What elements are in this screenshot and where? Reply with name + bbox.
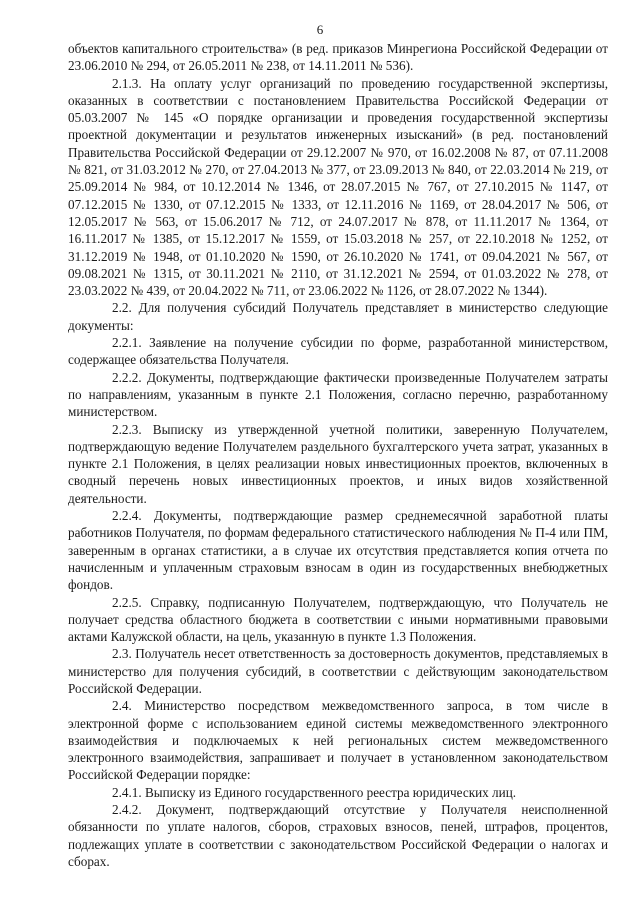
paragraph-continuation: объектов капитального строительства» (в ред. приказов Минрегиона Российской Федерации от 23.06.2010 № 294, от 26.05.2011 № 238, от 14.11.2011 № 536). bbox=[68, 41, 608, 74]
paragraph-2-2-2: 2.2.2. Документы, подтверждающие фактически произведенные Получателем затраты по направлениям, указанным в пункте 2.1 Положения, согласно перечню, разработанному министерством. bbox=[68, 369, 608, 420]
paragraph-2-4-1: 2.4.1. Выписку из Единого государственного реестра юридических лиц. bbox=[112, 784, 517, 800]
paragraph-2-2-1: 2.2.1. Заявление на получение субсидии по форме, разработанной министерством, содержащее обязательства Получателя. bbox=[68, 335, 608, 368]
paragraph-2-1-3: 2.1.3. На оплату услуг организаций по проведению государственной экспертизы, оказанных в соответствии с постановлением Правительства Российской Федерации от 05.03.2007 № 145 «О порядке организации и проведения государственной экспертизы проектной документации и результатов инженерных изысканий» (в ред. постановлений Правительства Российской Федерации от 29.12.2007 № 970, от 16.02.2008 № 87, от 07.11.2008 № 821, от 31.03.2012 № 270, от 27.04.2013 № 377, от 23.09.2013 № 840, от 22.03.2014 № 219, от 25.09.2014 № 984, от 10.12.2014 № 1346, от 28.07.2015 № 767, от 27.10.2015 № 1147, от 07.12.2015 № 1330, от 07.12.2015 № 1333, от 12.11.2016 № 1169, от 28.04.2017 № 506, от 12.05.2017 № 563, от 15.06.2017 № 712, от 24.07.2017 № 878, от 11.11.2017 № 1364, от 16.11.2017 № 1385, от 15.12.2017 № 1559, от 15.03.2018 № 257, от 22.10.2018 № 1252, от 31.12.2019 № 1948, от 01.10.2020 № 1590, от 26.10.2020 № 1741, от 09.04.2021 № 567, от 09.08.2021 № 1315, от 30.11.2021 № 2110, от 31.12.2021 № 2594, от 01.03.2022 № 278, от 23.03.2022 № 439, от 20.04.2022 № 711, от 23.06.2022 № 1126, от 28.07.2022 № 1344). bbox=[68, 75, 608, 299]
paragraph-2-4-2: 2.4.2. Документ, подтверждающий отсутствие у Получателя неисполненной обязанности по уплате налогов, сборов, страховых взносов, пеней, штрафов, процентов, подлежащих уплате в соответствии с законодательством Российской Федерации о налогах и сборах. bbox=[68, 802, 608, 869]
document-body bbox=[68, 40, 608, 870]
paragraph-2-2-3: 2.2.3. Выписку из утвержденной учетной политики, заверенную Получателем, подтверждающую ведение Получателем раздельного бухгалтерского учета затрат, указанных в пункте 2.1 Положения, в целях реализации новых инвестиционных проектов, включенных в сводный перечень новых инвестиционных проектов, и иных видов хозяйственной деятельности. bbox=[68, 421, 608, 506]
page-number: 6 bbox=[316, 22, 324, 37]
paragraph-2-2-4: 2.2.4. Документы, подтверждающие размер среднемесячной заработной платы работников Получателя, по формам федерального статистического наблюдения № П-4 или ПМ, заверенным в органах статистики, а в случае их отсутствия представляется копия отчета по начисленным и уплаченным страховым взносам в один из государственных внебюджетных фондов. bbox=[68, 508, 608, 593]
paragraph-2-4: 2.4. Министерство посредством межведомственного запроса, в том числе в электронной форме с использованием единой системы межведомственного электронного взаимодействия и подключаемых к ней региональных систем межведомственного электронного взаимодействия, запрашивает и получает в установленном законодательством Российской Федерации порядке: bbox=[68, 698, 608, 783]
paragraph-2-2: 2.2. Для получения субсидий Получатель представляет в министерство следующие документы: bbox=[68, 300, 608, 333]
paragraph-2-2-5: 2.2.5. Справку, подписанную Получателем, подтверждающую, что Получатель не получает средства областного бюджета в соответствии с иными нормативными правовыми актами Калужской области, на цель, указанную в пункте 1.3 Положения. bbox=[68, 594, 608, 645]
paragraph-2-3: 2.3. Получатель несет ответственность за достоверность документов, представляемых в министерство для получения субсидий, в соответствии с действующим законодательством Российской Федерации. bbox=[68, 646, 608, 696]
